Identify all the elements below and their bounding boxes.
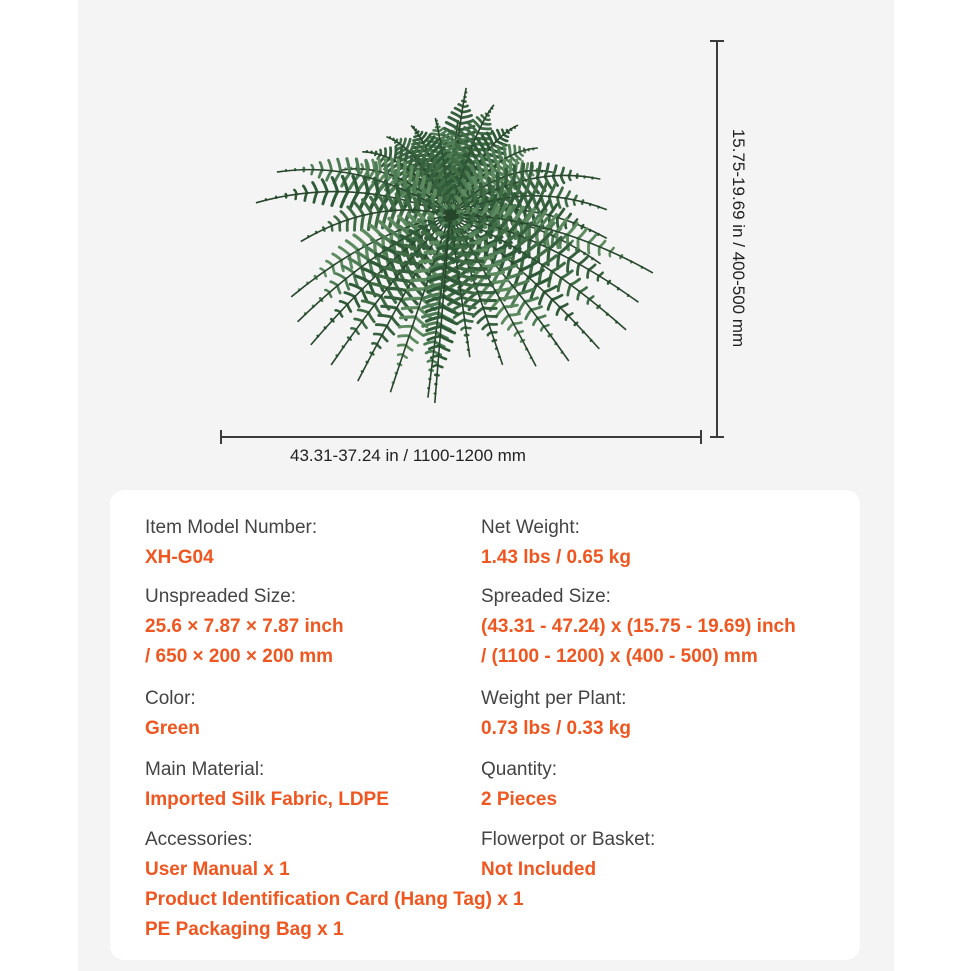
spec-label: Weight per Plant: (481, 688, 627, 709)
spec-weight-per-plant (481, 684, 631, 744)
spec-label: Accessories: (145, 829, 253, 850)
spec-label: Net Weight: (481, 517, 580, 538)
width-dimension-line (220, 428, 702, 446)
height-dimension-line (706, 40, 726, 438)
spec-value: 25.6 × 7.87 × 7.87 inch (145, 616, 344, 637)
spec-value: / 650 × 200 × 200 mm (145, 646, 334, 667)
spec-accessories (145, 825, 524, 945)
spec-value: / (1100 - 1200) x (400 - 500) mm (481, 646, 758, 667)
spec-main-material (145, 755, 389, 815)
spec-value: PE Packaging Bag x 1 (145, 919, 344, 940)
spec-value: Not Included (481, 859, 597, 880)
spec-label: Unspreaded Size: (145, 586, 297, 607)
spec-quantity (481, 755, 557, 815)
spec-value: Imported Silk Fabric, LDPE (145, 789, 389, 810)
spec-value: 1.43 lbs / 0.65 kg (481, 547, 631, 568)
spec-label: Item Model Number: (145, 517, 318, 538)
spec-value: 0.73 lbs / 0.33 kg (481, 718, 631, 739)
spec-color (145, 684, 200, 744)
spec-label: Color: (145, 688, 196, 709)
spec-label: Main Material: (145, 759, 265, 780)
spec-value: (43.31 - 47.24) x (15.75 - 19.69) inch (481, 616, 796, 637)
spec-label: Quantity: (481, 759, 558, 780)
spec-label: Spreaded Size: (481, 586, 611, 607)
spec-model (145, 513, 317, 573)
height-dimension-label: 15.75-19.69 in / 400-500 mm (729, 128, 748, 348)
spec-label: Flowerpot or Basket: (481, 829, 656, 850)
width-dimension-label: 43.31-37.24 in / 1100-1200 mm (290, 446, 526, 465)
spec-spreaded-size (481, 582, 796, 672)
spec-unspreaded-size (145, 582, 344, 672)
spec-value: Green (145, 718, 200, 739)
spec-value: Product Identification Card (Hang Tag) x 1 (145, 889, 524, 910)
spec-value: 2 Pieces (481, 789, 558, 810)
spec-net-weight (481, 513, 631, 573)
fern-plant-image (220, 40, 680, 440)
spec-value: XH-G04 (145, 547, 214, 568)
spec-flowerpot (481, 825, 655, 885)
spec-value: User Manual x 1 (145, 859, 290, 880)
